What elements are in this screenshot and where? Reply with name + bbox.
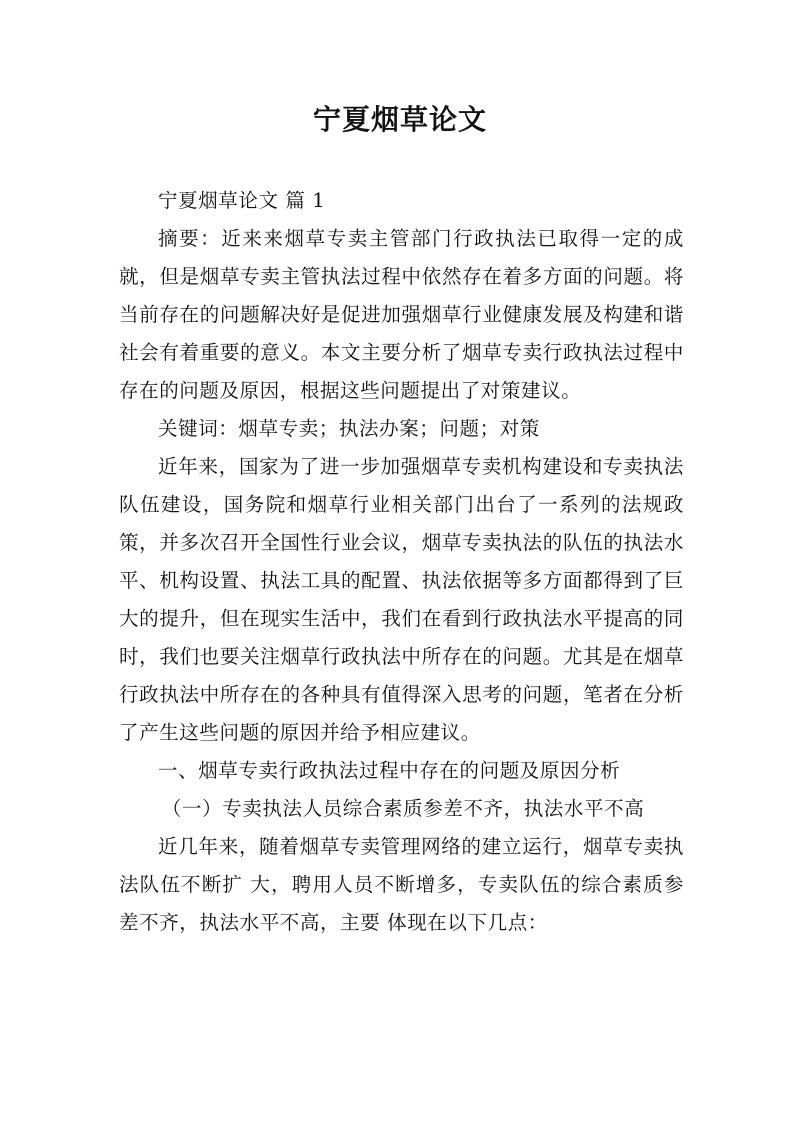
section-label: 宁夏烟草论文 篇 1 [158,189,326,212]
intro-paragraph: 近年来，国家为了进一步加强烟草专卖机构建设和专卖执法队伍建设，国务院和烟草行业相关部门出台了一系列的法规政策，并多次召开全国性行业会议，烟草专卖执法的队伍的执法水平、机构设置、执法工具的配置、执法依据等多方面都得到了巨大的提升，但在现实生活中，我们在看到行政执法水平提高的同时，我们也要关注烟草行政执法中所存在的问题。尤其是在烟草行政执法中所存在的各种具有值得深入思考的问题，笔者在分析了产生这些问题的原因并给予相应建议。 [119,455,684,744]
abstract-paragraph: 摘要：近来来烟草专卖主管部门行政执法已取得一定的成就，但是烟草专卖主管执法过程中依然存在着多方面的问题。将当前存在的问题解决好是促进加强烟草行业健康发展及构建和谐社会有着重要的意义。本文主要分析了烟草专卖行政执法过程中存在的问题及原因，根据这些问题提出了对策建议。 [119,227,684,402]
body-paragraph: 近几年来，随着烟草专卖管理网络的建立运行，烟草专卖执法队伍不断扩 大，聘用人员不断增多，专卖队伍的综合素质参差不齐，执法水平不高，主要 体现在以下几点： [119,835,684,934]
document-title: 宁夏烟草论文 [312,103,487,136]
section-heading: 一、烟草专卖行政执法过程中存在的问题及原因分析 [158,759,621,782]
document-body [119,182,684,942]
keywords-paragraph: 关键词：烟草专卖；执法办案；问题；对策 [158,417,540,440]
subsection-heading: （一）专卖执法人员综合素质参差不齐，执法水平不高 [161,797,645,820]
